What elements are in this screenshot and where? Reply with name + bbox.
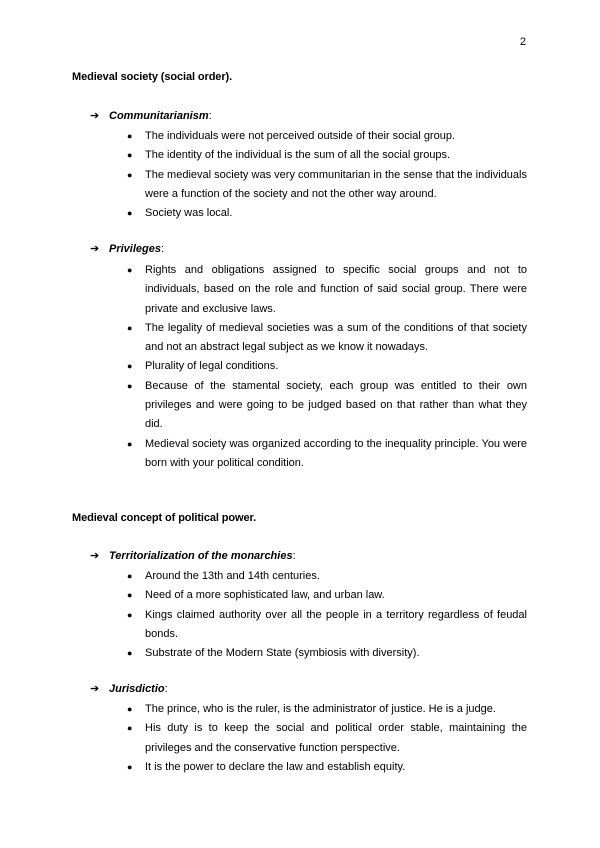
bullet-icon: ●	[127, 322, 133, 333]
list-item: ● Society was local.	[127, 204, 527, 223]
list-item: ● The prince, who is the ruler, is the administrator of justice. He is a judge.	[127, 700, 527, 719]
bullet-icon: ●	[127, 590, 133, 601]
arrow-icon: ➔	[90, 550, 100, 562]
arrow-icon: ➔	[90, 243, 100, 255]
topic-suffix: :	[208, 110, 212, 122]
page-number: 2	[519, 36, 526, 48]
bullet-icon: ●	[127, 571, 133, 581]
list-item: ● His duty is to keep the social and political order stable, maintaining the privileges and the conservative function perspective.	[127, 719, 527, 758]
territorialization-list	[127, 567, 527, 663]
topic-territorialization	[90, 547, 296, 566]
section-heading-political-power: Medieval concept of political power.	[72, 512, 257, 524]
list-item: ● The individuals were not perceived outside of their social group.	[127, 127, 527, 146]
privileges-list	[127, 261, 527, 473]
list-item: ● Rights and obligations assigned to specific social groups and not to individuals, based on the role and function of said social group. There were private and exclusive laws.	[127, 261, 527, 319]
list-item: ● Because of the stamental society, each group was entitled to their own privileges and were going to be judged based on that rather than what they did.	[127, 377, 527, 435]
jurisdictio-list	[127, 700, 527, 777]
list-item: ● Around the 13th and 14th centuries.	[127, 567, 527, 586]
bullet-icon: ●	[127, 208, 133, 219]
topic-term: Territorialization of the monarchies	[109, 550, 293, 562]
bullet-icon: ●	[127, 169, 133, 180]
list-item: ● Plurality of legal conditions.	[127, 357, 527, 376]
bullet-icon: ●	[127, 761, 133, 772]
topic-term: Communitarianism	[109, 110, 209, 122]
topic-suffix: :	[160, 243, 165, 255]
bullet-icon: ●	[127, 380, 133, 391]
list-item: ● It is the power to declare the law and establish equity.	[127, 758, 527, 777]
topic-suffix: :	[164, 683, 168, 695]
topic-jurisdictio	[90, 680, 168, 699]
list-item: ● Need of a more sophisticated law, and urban law.	[127, 586, 527, 605]
list-item: ● Kings claimed authority over all the people in a territory regardless of feudal bonds.	[127, 606, 527, 645]
list-item: ● Medieval society was organized according to the inequality principle. You were born with your political condition.	[127, 435, 527, 474]
list-item: ● The medieval society was very communitarian in the sense that the individuals were a function of the society and not the other way around.	[127, 166, 527, 205]
arrow-icon: ➔	[90, 683, 100, 695]
bullet-icon: ●	[127, 131, 133, 141]
topic-communitarianism	[90, 107, 212, 126]
bullet-icon: ●	[127, 704, 133, 714]
communitarianism-list	[127, 127, 527, 223]
list-item: ● The legality of medieval societies was a sum of the conditions of that society and not an abstract legal subject as we know it nowadays.	[127, 319, 527, 358]
topic-term: Jurisdictio	[109, 683, 165, 695]
bullet-icon: ●	[127, 609, 133, 620]
section-heading-social-order: Medieval society (social order).	[72, 71, 233, 83]
arrow-icon: ➔	[90, 110, 100, 122]
list-item: ● The identity of the individual is the sum of all the social groups.	[127, 146, 527, 165]
topic-suffix: :	[292, 550, 296, 562]
bullet-icon: ●	[127, 361, 133, 372]
bullet-icon: ●	[127, 723, 133, 734]
bullet-icon: ●	[127, 150, 133, 161]
topic-term: Privileges	[109, 243, 161, 255]
bullet-icon: ●	[127, 265, 133, 275]
bullet-icon: ●	[127, 648, 133, 659]
list-item: ● Substrate of the Modern State (symbiosis with diversity).	[127, 644, 527, 663]
bullet-icon: ●	[127, 438, 133, 449]
topic-privileges	[90, 240, 164, 259]
